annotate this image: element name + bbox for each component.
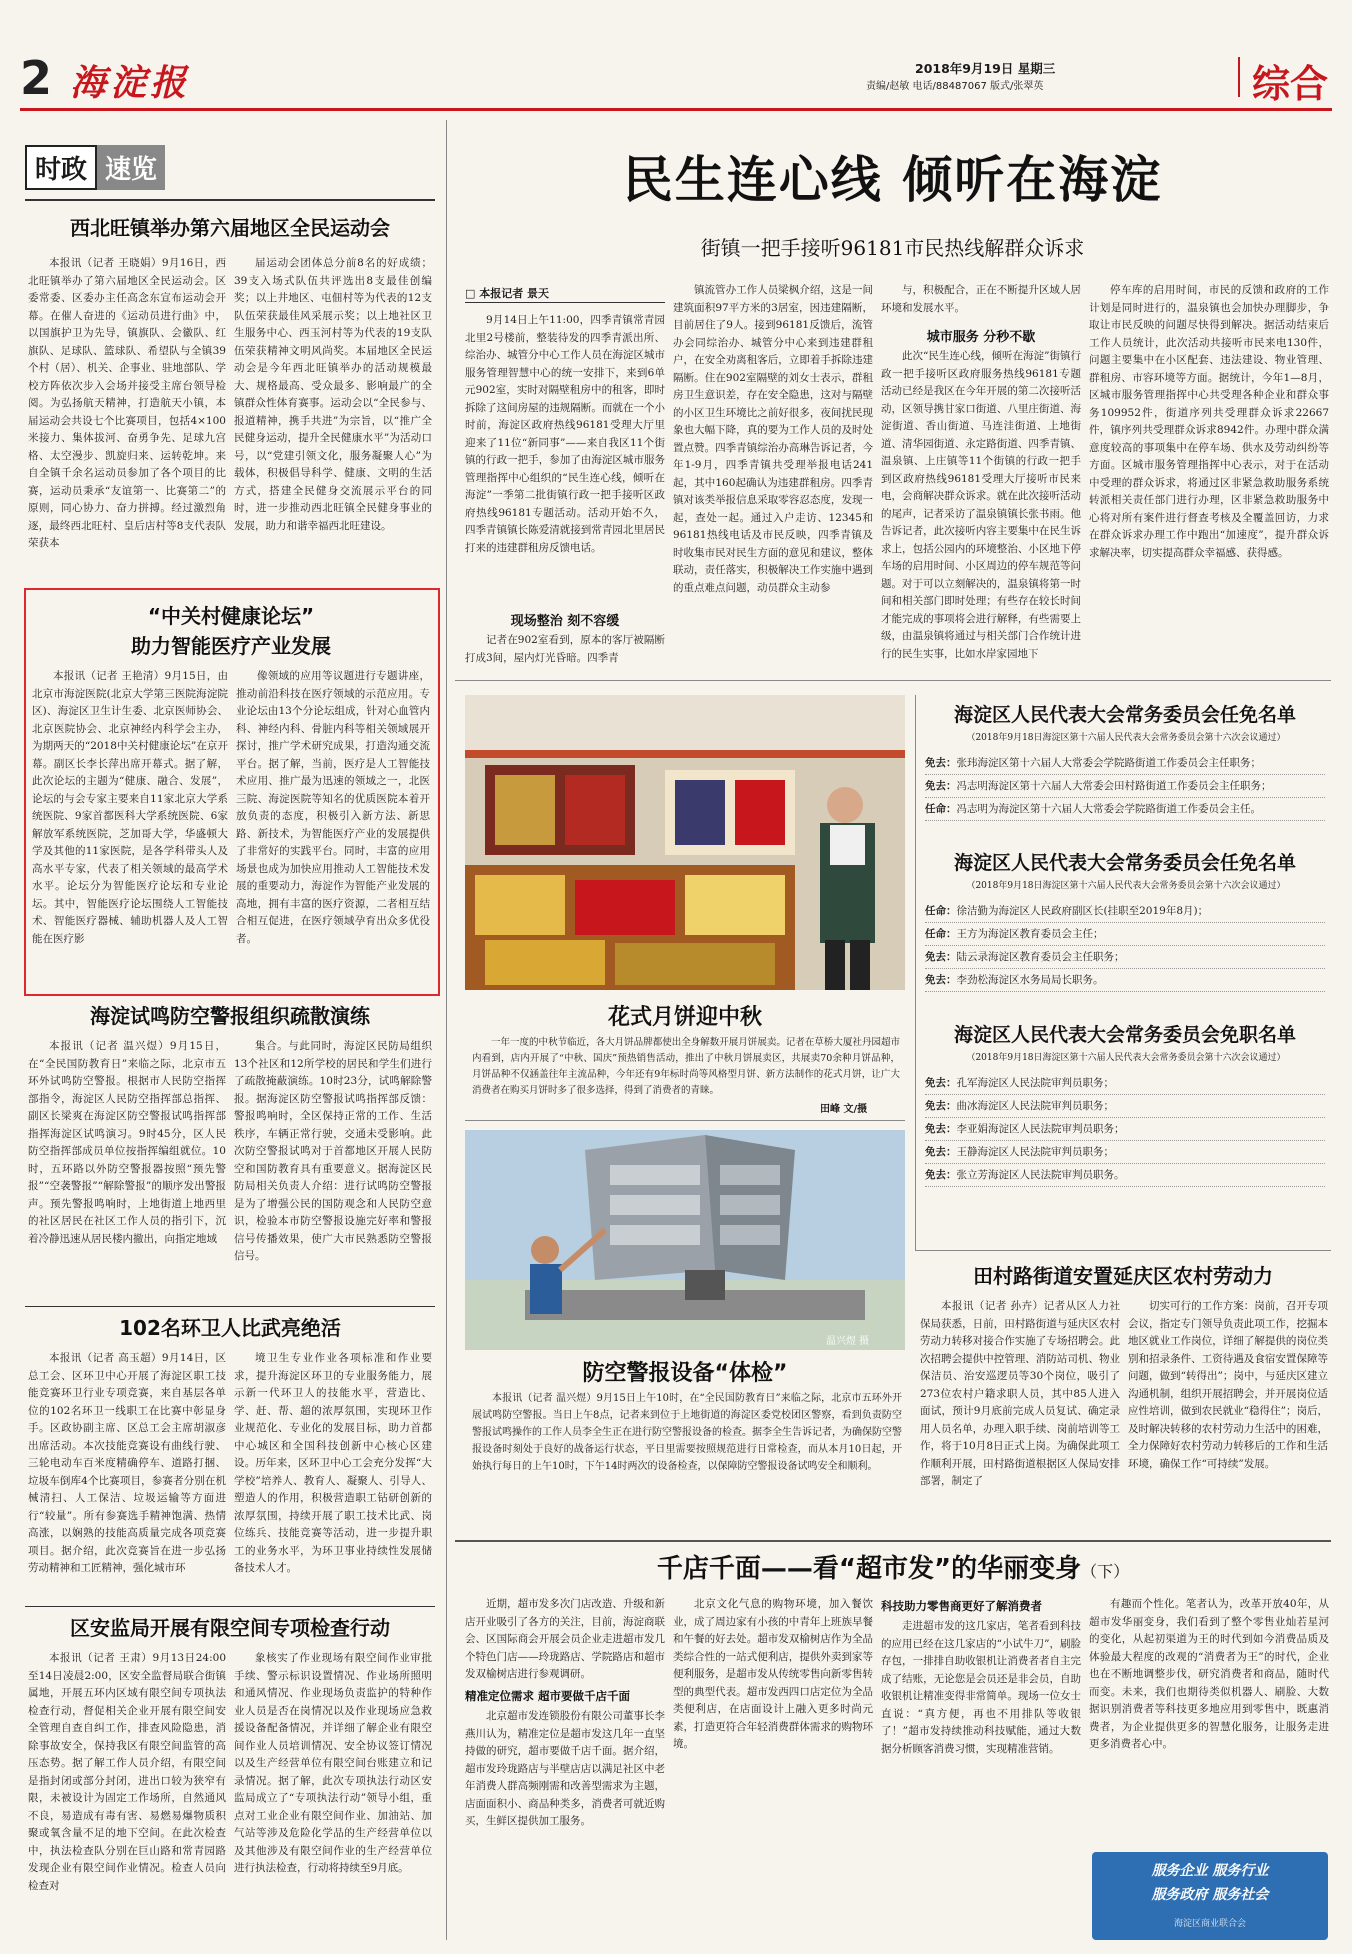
supermarket-col2: 北京文化气息的购物环境，加入餐饮业，成了周边家有小孩的中青年上班族早餐和午餐的好去处。超市发双榆树店作为全品类综合性的一站式便利店，提供外卖到家等便利服务，是超市发从传统零售向新零售转型的典型代表。超市发西四口店定位为全品类便利店，在店面设计上融入更多时尚元素，打造更符合年轻消费群体需求的购物环境。 bbox=[673, 1598, 873, 1750]
mooncake-credit: 田峰 文/摄 bbox=[820, 1104, 868, 1115]
headline-sanitation: 102名环卫人比武亮绝活 bbox=[119, 1316, 341, 1340]
masthead-rule bbox=[20, 108, 1332, 111]
appointment-item: 免去：曲冰海淀区人民法院审判员职务； bbox=[925, 1095, 1325, 1118]
appointment-item: 免去：陆云录海淀区教育委员会主任职务； bbox=[925, 946, 1325, 969]
appointment-3-title: 海淀区人民代表大会常务委员会免职名单 bbox=[953, 1024, 1296, 1046]
body-drill-col2: 集合。与此同时，海淀区民防局组织13个社区和12所学校的居民和学生们进行了疏散掩蔽演练。10时23分，试鸣解除警报。据海淀区防空警报试鸣指挥部反馈：警报鸣响时，全区保持正常的工作、生活秩序，车辆正常行驶，交通未受影响。此次防空警报试鸣对于首都地区开展人民防空和国防教育具有重要意义。据海淀区民防局相关负责人介绍：进行试鸣防空警报是为了增强公民的国防观念和人民防空意识，检验本市防空警报设施完好率和警报信号传播效果，使广大市民熟悉防空警报信号。 bbox=[234, 1040, 432, 1262]
ad-line-1: 服务企业 服务行业 bbox=[1151, 1863, 1269, 1879]
siren-caption: 本报讯（记者 温兴煜）9月15日上午10时，在“全民国防教育日”来临之际，北京市五环外开展试鸣防空警报。当日上午8点，记者来到位于上地街道的海淀区委党校团区警察，看到负责防空警报试鸣操作的工作人员李全生正在进行防空警报设备的检查。据李全生告诉记者，为确保防空警报设备时刻处于良好的战备运行状态，平日里需要按照规范进行日常检查，而从本月10日起，开始执行每日的上午10时，下午14时两次的设备检查，以保障防空警报设备试鸣安全和顺利。 bbox=[472, 1393, 902, 1472]
feature-subhead-2: 城市服务 分秒不歇 bbox=[926, 330, 1036, 345]
supermarket-title: 千店千面——看“超市发”的华丽变身 bbox=[656, 1554, 1082, 1584]
supermarket-subhead-1: 精准定位需求 超市要做千店千面 bbox=[465, 1689, 631, 1703]
page-number: 2 bbox=[20, 51, 53, 105]
feature-subheadline: 街镇一把手接听96181市民热线解群众诉求 bbox=[700, 236, 1085, 260]
body-zgc-col2: 像领域的应用等议题进行专题讲座，推动前沿科技在医疗领域的示范应用。专业论坛由13个分论坛组成，针对心血管内科、神经内科、骨脏内科等相关领域展开探讨，推广学术研究成果，打造沟通交流平台。据了解，当前，医疗是人工智能技术应用、推广最为迅速的领域之一，北医三院、海淀医院等知名的优质医院本着开放负责的态度，积极引入新方法、新思路、新技术，为智能医疗产业的发展提供了非常好的实践平台。同时，丰富的应用场景也成为加快应用推动人工智能技术发展的重要动力，海淀作为智能产业发展的高地，拥有丰富的医疗资源，二者相互结合相互促进，在医疗领域孕育出众多优役者。 bbox=[236, 670, 430, 945]
appointment-2-note: （2018年9月18日海淀区第十六届人民代表大会常务委员会第十六次会议通过） bbox=[966, 881, 1286, 891]
appointment-item: 免去：李亚娟海淀区人民法院审判员职务； bbox=[925, 1118, 1325, 1141]
feature-col1b: 记者在902室看到，原本的客厅被隔断打成3间，屋内灯光昏暗。四季青 bbox=[465, 634, 665, 664]
supermarket-col1: 近期，超市发多次门店改造、升级和新店开业吸引了各方的关注，目前，海淀商联会、区国际商会开展会员企业走进超市发几个特色门店——玲珑路店、学院路店和超市发双榆树店进行参观调研。 bbox=[465, 1598, 665, 1680]
divider-2 bbox=[25, 1606, 435, 1607]
appointment-1-title: 海淀区人民代表大会常务委员会任免名单 bbox=[953, 704, 1296, 726]
feature-headline: 民生连心线 倾听在海淀 bbox=[622, 151, 1163, 209]
feature-subhead-1: 现场整治 刻不容缓 bbox=[510, 614, 620, 629]
appointment-3-note: （2018年9月18日海淀区第十六届人民代表大会常务委员会第十六次会议通过） bbox=[966, 1053, 1286, 1063]
appointment-1-list bbox=[925, 752, 1325, 821]
appointment-item: 任命：徐洁勤为海淀区人民政府副区长(挂职至2019年8月)； bbox=[925, 900, 1325, 923]
feature-col3: 与，积极配合，正在不断提升区域人居环境和发展水平。 bbox=[881, 284, 1081, 314]
editor-credits: 责编/赵敏 电话/88487067 版式/张翠英 bbox=[866, 81, 1044, 92]
siren-photo-watermark: 温兴煜 摄 bbox=[826, 1336, 870, 1347]
headline-zgc-line2: 助力智能医疗产业发展 bbox=[131, 634, 331, 658]
appointment-item: 免去：冯志明海淀区第十六届人大常委会田村路街道工作委员会主任职务； bbox=[925, 775, 1325, 798]
appointment-item: 免去：张玮海淀区第十六届人大常委会学院路街道工作委员会主任职务； bbox=[925, 752, 1325, 775]
supermarket-title-tag: （下） bbox=[1081, 1562, 1130, 1581]
feature-byline: □ 本报记者 景天 bbox=[465, 287, 550, 300]
body-drill-col1: 本报讯（记者 温兴煜）9月15日，在“全民国防教育日”来临之际，北京市五环外试鸣防空警报。根据市人民防空指挥部指令，海淀区人民防空指挥部总指挥、副区长梁爽在海淀区防空警报试鸣指挥部指挥海淀区试鸣演习。9时45分，区人民防空指挥部成员单位按指挥编组就位。10时，五环路以外防空警报器按照“预先警报”“空袭警报”“解除警报”的顺序发出警报声。预先警报鸣响时，上地街道上地西里的社区居民在社区工作人员的指引下，沉着冷静迅速从居民楼内撤出，向指定地域 bbox=[28, 1040, 226, 1245]
feature-byline-rule bbox=[465, 302, 665, 303]
body-tiancun-col2: 切实可行的工作方案：岗前，召开专项会议，指定专门领导负责此项工作，挖掘本地区就业工作岗位，详细了解提供的岗位类别和招录条件、工资待遇及食宿安置保障等问题，做到“转得出”；岗中，与延庆区建立沟通机制，组织开展招聘会，并开展岗位适应性培训，做到农民就业“稳得住”；岗后，及时解决转移的农村劳动力生活中的困难，全力保障好农村劳动力转移后的工作和生活环境，确保工作“可持续”发展。 bbox=[1128, 1300, 1328, 1470]
headline-supermarket bbox=[455, 1548, 1331, 1585]
body-safety-col2: 象核实了作业现场有限空间作业审批手续、警示标识设置情况、作业场所照明和通风情况、作业现场负责监护的特种作业人员是否在岗情况以及作业现场应急救援设备配备情况，并详细了解企业有限空间作业人员培训情况、安全协议签订情况以及生产经营单位有限空间台账建立和记录情况。据了解，此次专项执法行动区安监局成立了“专项执法行动”领导小组，重点对工业企业有限空间作业、加油站、加气站等涉及危险化学品的生产经营单位以及其他涉及有限空间作业的生产经营单位进行执法检查，行动将持续至9月底。 bbox=[234, 1652, 432, 1874]
appointment-1-note: （2018年9月18日海淀区第十六届人民代表大会常务委员会第十六次会议通过） bbox=[966, 733, 1286, 743]
paper-name-logo: 海淀报 bbox=[70, 62, 191, 104]
divider-1 bbox=[25, 1306, 435, 1307]
news-brief-label bbox=[25, 145, 165, 190]
mooncake-photo bbox=[465, 695, 905, 990]
supermarket-col1b: 北京超市发连锁股份有限公司董事长李燕川认为，精准定位是超市发这几年一直坚持做的研究，超市要做千店千面。据介绍，超市发玲珑路店与半壁店店以满足社区中老年消费人群高频刚需和改善型需求为主题，店面面积小、商品种类多，消费者可就近购买，生鲜区提供加工服务。 bbox=[465, 1710, 665, 1827]
appointment-item: 免去：张立芳海淀区人民法院审判员职务。 bbox=[925, 1164, 1325, 1187]
mooncake-rule bbox=[465, 1120, 905, 1121]
mooncake-caption: 一年一度的中秋节临近，各大月饼品牌都使出全身解数开展月饼展卖。记者在草桥大厦社丹园超市内看到，店内开展了“中秋、国庆”预热销售活动，推出了中秋月饼展卖区，共展卖70余种月饼品种，月饼品种不仅涵盖往年主流品种，今年还有9年标时尚等风格型月饼、新方法制作的花式月饼，让广大消费者在购买月饼时多了很多选择，得到了消费者的青睐。 bbox=[472, 1037, 900, 1096]
mooncake-title: 花式月饼迎中秋 bbox=[607, 1005, 762, 1030]
headline-zgc-line1: “中关村健康论坛” bbox=[147, 604, 315, 628]
siren-photo bbox=[465, 1130, 905, 1350]
commerce-ad bbox=[1092, 1852, 1328, 1940]
feature-col3b: 此次“民生连心线，倾听在海淀”街镇行政一把手接听区政府服务热线96181专题活动已经是我区在今年开展的第二次接听活动，区领导携甘家口街道、八里庄街道、海淀街道、香山街道、马连洼街道、上地街道、清华园街道、永定路街道、四季青镇、温泉镇、上庄镇等11个街镇的行政一把手到区政府热线96181受理大厅接听市民来电，会商解决群众诉求。就在此次接听活动的尾声，记者采访了温泉镇镇长张书雨。他告诉记者，此次接听内容主要集中在民生诉求上，包括公园内的环境整治、小区地下停车场的启用时间、小区周边的停车规范等问题。对于可以立刻解决的，温泉镇将第一时间和相关部门即时处理；有些存在较长时间才能完成的事项将会进行解释，有些需要上级，由温泉镇将通过与相关部门合作统计进行的民生实事，比如水岸家园地下 bbox=[881, 350, 1081, 660]
appointment-item: 免去：王静海淀区人民法院审判员职务； bbox=[925, 1141, 1325, 1164]
ad-org: 海淀区商业联合会 bbox=[1173, 1919, 1246, 1929]
headline-drill: 海淀试鸣防空警报组织疏散演练 bbox=[90, 1004, 370, 1028]
supermarket-subhead-2: 科技助力零售商更好了解消费者 bbox=[881, 1599, 1042, 1613]
appointment-2-list bbox=[925, 900, 1325, 992]
headline-safety: 区安监局开展有限空间专项检查行动 bbox=[70, 1616, 390, 1640]
ad-line-2: 服务政府 服务社会 bbox=[1151, 1887, 1269, 1903]
headline-xibeiwang: 西北旺镇举办第六届地区全民运动会 bbox=[70, 216, 390, 240]
siren-title: 防空警报设备“体检” bbox=[582, 1361, 788, 1386]
headline-tiancun: 田村路街道安置延庆区农村劳动力 bbox=[973, 1264, 1273, 1288]
appointment-item: 免去：孔军海淀区人民法院审判员职务； bbox=[925, 1072, 1325, 1095]
appointments-bottom-rule bbox=[915, 1250, 1331, 1251]
body-tiancun-col1: 本报讯（记者 孙卉）记者从区人力社保局获悉，日前，田村路街道与延庆区农村劳动力转移对接合作实施了专场招聘会。此次招聘会提供中控管理、消防站司机、物业保洁员、治安巡逻员等30个岗位，吸引了273位农村户籍求职人员，其中85人进入面试，预计9月底前完成人员复试、确定录用人员名单，办理入职手续、岗前培训等工作，将于10月8日正式上岗。为确保此项工作顺利开展，田村路街道根据区人保局安排部署，制定了 bbox=[920, 1300, 1120, 1487]
appointment-item: 任命：王方为海淀区教育委员会主任； bbox=[925, 923, 1325, 946]
section-name: 综合 bbox=[1252, 62, 1329, 106]
supermarket-top-rule bbox=[455, 1540, 1331, 1542]
brief-rule bbox=[25, 199, 435, 201]
appointment-2-title: 海淀区人民代表大会常务委员会任免名单 bbox=[953, 852, 1296, 874]
left-column-divider bbox=[446, 120, 447, 1940]
masthead bbox=[20, 51, 1330, 106]
body-xibeiwang-col2: 届运动会团体总分前8名的好成绩；39支入场式队伍共评选出8支最佳创编奖；以上井地区、屯佃村等为代表的12支队伍荣获最佳风采展示奖；以上地社区卫生服务中心、西玉河村等为代表的19支队伍荣获精神文明风尚奖。本届地区全民运动会是今年西北旺镇举办的活动规模最大、规格最高、受众最多、影响最广的全镇群众性体育赛事。运动会以“全民参与、报道精神，携手共进”为宗旨，以“推广全民健身运动，提升全民健康水平”为活动口号，以“党建引领文化，服务凝聚人心”为载体，积极倡导科学、健康、文明的生活方式，搭建全民健身交流展示平台的同时，进一步推动西北旺镇全民健身事业的发展，助力和谐幸福西北旺建设。 bbox=[234, 257, 432, 532]
feature-col1: 9月14日上午11:00，四季青镇常青园北里2号楼前，整装待发的四季青派出所、综治办、城管分中心工作人员在海淀区城市服务管理智慧中心的统一安排下，来到6单元902室，实时对隔壁租房中的租客，即时拆除了这间房屋的违规隔断。而就在一个小时前，海淀区政府热线96181受理大厅里迎来了11位“新同事”——来自我区11个街镇的行政一把手，参加了由海淀区城市服务管理指挥中心组织的“民生连心线，倾听在海淀”一季第二批街镇行政一把手接听区政府热线96181专题活动。活动开始不久，四季青镇镇长陈爱清就接到常青园北里居民打来的违建群租房反馈电话。 bbox=[465, 314, 665, 554]
feature-col2: 镇流管办工作人员梁枫介绍，这是一间建筑面积97平方米的3居室，因违建隔断，目前居住了9人。接到96181反馈后，流管办会同综治办、城管分中心来到违建群租户，在安全劝离租客后，立即着手拆除违建隔断。住在902室隔壁的刘女士表示，群租房卫生意识差，存在安全隐患，这对与隔壁的小区卫生环境比之前好很多，夜间扰民现象也大幅下降，真的要为工作人员的及时处置点赞。四季青镇综治办高琳告诉记者，今年1-9月，四季青镇共受理举报电话241起，其中160起确认为违建群租房。四季青镇对该类举报信息采取零容忍态度，发现一起，查处一起。通过入户走访、12345和96181热线电话及市民反映，四季青镇及时收集市民对民生方面的意见和建议，整体联动，责任落实，积极解决工作实施中遇到的重点难点问题，动员群众主动参 bbox=[673, 284, 873, 594]
label-shizheng: 时政 bbox=[25, 145, 97, 190]
appointment-3-list bbox=[925, 1072, 1325, 1187]
issue-date: 2018年9月19日 星期三 bbox=[915, 61, 1056, 76]
appointment-item: 免去：李劲松海淀区水务局局长职务。 bbox=[925, 969, 1325, 992]
body-safety-col1: 本报讯（记者 王肃）9月13日24:00至14日凌晨2:00，区安全监督局联合街镇属地，开展五环内区域有限空间专项执法检查行动，督促相关企业开展有限空间安全管理自查自纠工作，排查风险隐患，消除事故安全，保持我区有限空间监管的高压态势。据了解工作人员介绍，有限空间是指封闭或部分封闭，进出口较为狭窄有限，未被设计为固定工作场所，自然通风不良，易造成有毒有害、易燃易爆物质积聚或氧含量不足的地下空间。在此次检查中，执法检查队分别在巨山路和常青园路发现企业有限空间作业情况。检查人员向检查对 bbox=[28, 1652, 226, 1892]
appointment-item: 任命：冯志明为海淀区第十六届人大常委会学院路街道工作委员会主任。 bbox=[925, 798, 1325, 821]
supermarket-col4: 有趣而个性化。笔者认为，改革开放40年，从超市发华丽变身，我们看到了整个零售业灿若星河的变化，从起初渠道为王的时代到如今消费品质及体验最大程度的改观的“消费者为王”的时代，企业也在不断地调整步伐，研究消费者和商品，随时代而变。未来，我们也期待类似机器人、刷脸、大数据识别消费者等科技更多地应用到零售中，既惠消费者，为企业提供更多的智慧化服务，让服务走进更多消费者心中。 bbox=[1089, 1598, 1329, 1750]
body-xibeiwang-col1: 本报讯（记者 王晓娟）9月16日，西北旺镇举办了第六届地区全民运动会。区委常委、区委办主任高念东宣布运动会开幕。在催人奋进的《运动员进行曲》中，以国旗护卫为先导，镇旗队、会徽队、红旗队、足球队、篮球队、希望队与全镇39个村（居）、机关、企事业、驻地部队、学校方阵依次步入会场并接受主席台领导检阅。为弘扬航天精神，打造航天小镇，本届运动会共设七个比赛项目，包括4×100米接力、集体拔河、奋勇争先、足球九宫格、太空漫步、凯旋归来、运转乾坤。来自全镇千余名运动员参加了各个项目的比赛，运动员秉承“友谊第一、比赛第二”的原则，同心协力、奋力拼搏。经过激烈角逐，最终西北旺村、皇后店村等8支代表队荣获本 bbox=[28, 257, 226, 549]
label-sulan: 速览 bbox=[97, 145, 165, 190]
body-zgc-col1: 本报讯（记者 王艳清）9月15日，由北京市海淀医院(北京大学第三医院海淀院区)、海淀区卫生计生委、北京医师协会、北京医院协会、北京神经内科学会主办，为期两天的“2018中关村健康论坛”在京开幕。副区长李长萍出席开幕式。据了解，此次论坛的主题为“健康、融合、发展”，论坛的与会专家主要来自11家北京大学系统医院、9家首都医科大学系统医院、6家解放军系统医院，芝加哥大学，华盛顿大学及其他的11家医院，是各学科带头人及高水平专家，代表了相关领域的最高学术水平。论坛分为智能医疗论坛和专业论坛。其中，智能医疗论坛围绕人工智能技术、智能医疗器械、辅助机器人及人工智能在医疗影 bbox=[32, 670, 228, 945]
supermarket-col3b: 走进超市发的这几家店，笔者看到科技的应用已经在这几家店的“小试牛刀”，刷脸存包，一排排自助收银机让消费者者自主完成了结账，无论您是会员还是非会员，自助收银机让精准变得非常简单。现场一位女士直说：“真方便，再也不用排队等收银了！”超市发持续推动科技赋能，通过大数据分析顾客消费习惯，实现精准营销。 bbox=[881, 1620, 1081, 1755]
section-divider bbox=[1238, 57, 1240, 97]
body-sanitation-col1: 本报讯（记者 高玉超）9月14日，区总工会、区环卫中心开展了海淀区职工技能竞赛环卫行业专项竞赛，来自基层各单位的102名环卫一线职工在比赛中彰显身手。区政协副主席、区总工会主席胡淑彦出席活动。本次技能竞赛设有曲线行驶、三轮电动车百米度精确停车、道路打捆、垃圾车倒库4个比赛项目，参赛者分别在机械清扫、人工保洁、垃圾运输等方面进行“较量”。所有参赛选手精神饱满、热情高涨，以娴熟的技能高质量完成各项竞赛项目。据介绍，此次竞赛旨在进一步弘扬劳动精神和工匠精神，强化城市环 bbox=[28, 1352, 226, 1574]
body-sanitation-col2: 境卫生专业作业各项标准和作业要求，提升海淀区环卫的专业服务能力，展示新一代环卫人的技能水平，营造比、学、赶、帮、超的浓厚氛围，实现环卫作业规范化、专业化的发展目标，助力首都中心城区和全国科技创新中心核心区建设。历年来，区环卫中心工会充分发挥“大学校”培养人、教育人、凝聚人、引导人、塑造人的作用，积极营造职工钻研创新的浓厚氛围，持续开展了职工技术比武、岗位练兵、技能竞赛等活动，进一步提升职工的业务水平，为环卫事业持续性发展储备技术人才。 bbox=[234, 1352, 432, 1574]
feature-col4: 停车库的启用时间，市民的反馈和政府的工作计划是同时进行的，温泉镇也会加快办理脚步，争取让市民反映的问题尽快得到解决。据活动结束后工作人员统计，此次活动共接听市民来电130件，问题主要集中在小区配套、违法建设、物业管理、群租房、市容环境等方面。据统计，今年1—8月，区城市服务管理指挥中心共受理各种企业和群众事务109952件，街道序列共受理群众诉求22667件，镇序列共受理群众诉求8942件。办理中群众满意度较高的事项集中在停车场、供水及劳动纠纷等方面。区城市服务管理指挥中心表示，对于在活动中受理的群众诉求，将通过区非紧急救助服务系统转派相关责任部门进行办理，区非紧急救助服务中心将对所有案件进行督查考核及全覆盖回访，力求在群众诉求办理工作中跑出“加速度”，提升群众诉求解决率，切实提高群众幸福感、获得感。 bbox=[1089, 284, 1329, 559]
feature-bottom-rule bbox=[455, 680, 1331, 681]
